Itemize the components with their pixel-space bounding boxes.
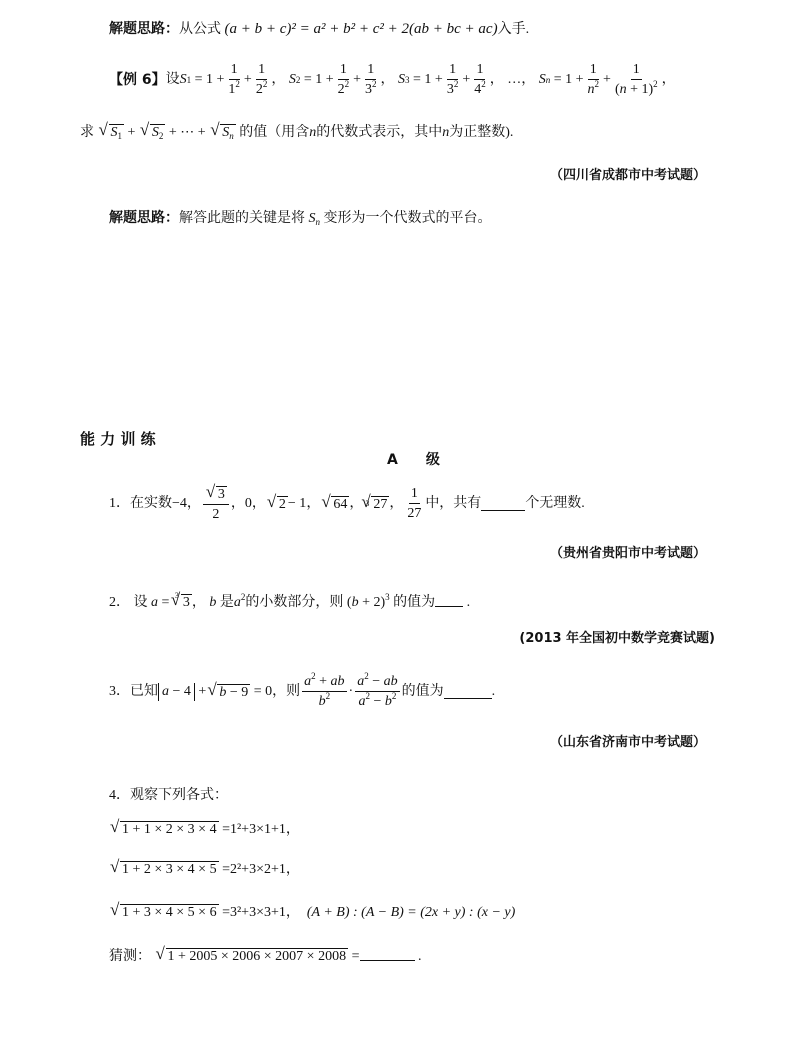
example-6-question: 求 √ $S_1$ + √ $S_2$ + ⋯ + √ $S_n$ 的值（用含n的代数式表示，其中n为正整数). <box>80 124 513 141</box>
source-citation: （贵州省贵阳市中考试题） <box>549 546 706 561</box>
question-2: 2． 设 a = $^3$√ 3 ， b 是$a^2$的小数部分，则 $(b + 2)^3$ 的值为 . <box>109 592 470 611</box>
answer-blank <box>360 948 415 961</box>
example-label: 【例 6】 <box>109 72 166 88</box>
level-heading: A 级 <box>387 452 440 468</box>
question-1: 1． 在实数 −4 ， √ $\frac{3}{2}$ ， 0 ， √ 2 − 1 ， √ 64 ， 3 √ 27 ， $\frac{1}{27}$ 中，共有 个无理数. <box>109 484 585 524</box>
hint-line-1: 解题思路：从公式 (a + b + c)² = a² + b² + c² + 2(ab + bc + ac)入手. <box>109 21 530 37</box>
formula-expansion: (a + b + c)² = a² + b² + c² + 2(ab + bc + ac) <box>224 21 498 37</box>
example-6-statement: 【例 6】 设 S 1 = 1 + $\frac{1}{1^2}$ + $\frac{1}{2^2}$ ， S 2 = 1 + $\frac{1}{2^2}$ + $\frac{1}{3^2}$ ， S 3 = 1 + $\frac{1}{3^2}$ + $\frac{1}{4^2}$ ， …， S n = 1 + $\frac{1}{n^2}$ + $\frac{1}{(n + 1)^2}$ ， <box>109 62 676 97</box>
observation-row-3: √ 1 + 3 × 4 × 5 × 6 =3²+3×3+1， (A + B) : (A − B) = (2x + y) : (x − y) <box>109 904 515 921</box>
guess-row: 猜测： √ 1 + 2005 × 2006 × 2007 × 2008 = . <box>109 948 422 965</box>
question-number: 3． <box>109 684 130 699</box>
ratio-expression: (A + B) : (A − B) = (2x + y) : (x − y) <box>306 905 516 920</box>
observation-row-2: √ 1 + 2 × 3 × 4 × 5 =2²+3×2+1， <box>109 861 300 878</box>
answer-blank <box>435 594 463 607</box>
question-3: 3． 已知 a − 4 + √ b − 9 = 0 ，则 $\frac{a^2 + ab}{b^2}$ · $\frac{a^2 - ab}{a^2 - b^2}$ 的值为 . <box>109 672 495 712</box>
source-citation: (2013 年全国初中数学竞赛试题) <box>519 631 715 646</box>
hint-label: 解题思路： <box>109 21 179 37</box>
hint-label: 解题思路： <box>109 210 179 226</box>
section-title: 能 力 训 练 <box>80 430 156 448</box>
question-4: 4．观察下列各式： <box>109 788 228 803</box>
answer-blank <box>444 686 492 699</box>
question-number: 1． <box>109 496 130 511</box>
source-citation: （四川省成都市中考试题） <box>549 168 706 183</box>
question-number: 2． <box>109 595 130 610</box>
source-citation: （山东省济南市中考试题） <box>549 735 706 750</box>
question-number: 4． <box>109 788 130 803</box>
hint-line-2: 解题思路：解答此题的关键是将 $S_n$ 变形为一个代数式的平台。 <box>109 210 492 227</box>
answer-blank <box>481 498 525 511</box>
observation-row-1: √ 1 + 1 × 2 × 3 × 4 =1²+3×1+1， <box>109 821 300 838</box>
